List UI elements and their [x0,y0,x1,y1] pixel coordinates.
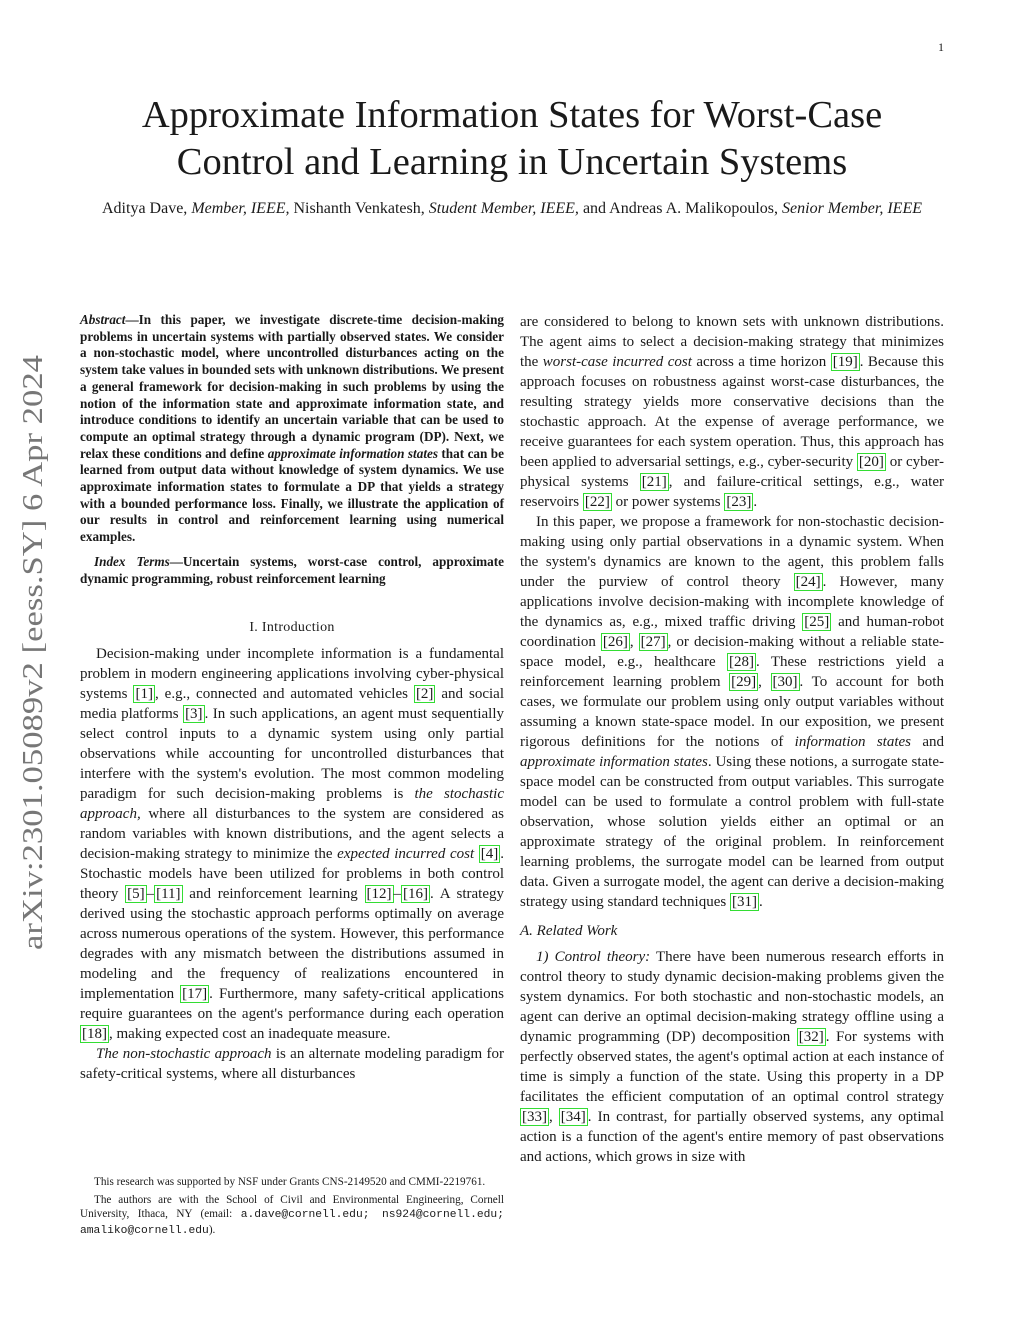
body-text: . To account for both cases, we formulate our problem using only output variables without assuming a known state-space model. In our exposition, we present rigorous definitions for the notions of [520,674,944,750]
right-paragraph-3 [520,947,944,1167]
index-terms [80,554,504,587]
citation-link[interactable]: [20] [858,454,884,470]
abstract-text-2: that can be learned from output data without knowledge of system dynamics. We use approximate information states to formulate a DP that yields a strategy with a bounded performance loss. Finally, we illustrate the application of our results in control and reinforcement learning using numerical examples. [80,445,504,545]
citation-link[interactable]: [32] [798,1029,824,1045]
citation-link[interactable]: [11] [156,886,181,903]
citation-link[interactable]: [24] [795,574,821,590]
footnote-funding: This research was supported by NSF under Grants CNS-2149520 and CMMI-2219761. [94,1176,486,1188]
citation-link[interactable]: [23] [726,494,752,510]
footnote-affiliation [80,1193,504,1239]
citation-link[interactable]: [22] [584,494,610,510]
index-terms-label: Index Terms [94,553,170,569]
body-text: . [758,894,763,910]
body-text: or power systems [611,494,725,510]
body-text: . [753,494,758,510]
intro-text: Decision-making under incomplete information is a fundamental problem in modern engineering applications involving cyber-physical systems [80,646,504,703]
citation-link[interactable]: [2] [415,686,434,703]
intro-paragraph-2 [80,1044,504,1084]
citation-link[interactable]: [29] [731,674,757,690]
right-column [520,312,944,1167]
body-text: . These restrictions yield a reinforcement learning problem [520,654,944,690]
index-terms-text: Uncertain systems, worst-case control, approximate dynamic programming, robust reinforcement learning [80,553,504,586]
body-text: . Because this approach focuses on robustness against worst-case disturbances, the resulting strategy yields more conservative decisions than the stochastic approach. At the expense of average performance, we receive guarantees for each system operation. Thus, this approach has been applied to adversarial settings, e.g., cyber-security [520,354,944,470]
intro-text: . A strategy derived using the stochastic approach performs optimally on average across numerous operations of the system. However, this performance degrades with any mismatch between the distributions assumed in modeling and the frequency of realizations encountered in implementation [80,886,504,1003]
author-2-name: Nishanth Venkatesh, [293,200,425,217]
arxiv-stamp-text: arXiv:2301.05089v2 [eess.SY] 6 Apr 2024 [18,469,49,950]
footnote-text: ). [208,1224,216,1237]
body-text: , [758,674,771,690]
citation-link[interactable]: [34] [560,1109,586,1125]
citation-link[interactable]: [21] [641,474,667,490]
section-heading-introduction: I. Introduction [249,620,335,636]
title-line-2: Control and Learning in Uncertain Systems [176,141,848,183]
paragraph-heading: 1) Control theory: [536,949,651,965]
intro-text: where all disturbances to the system are considered as random variables with known distributions, and the agent selects a decision-making strategy to minimize the [80,806,504,863]
citation-link[interactable]: [1] [135,686,153,703]
body-text: and [911,734,944,750]
citation-link[interactable]: [28] [728,654,754,670]
intro-text: . Furthermore, many safety-critical applications require guarantees on the agent's performance during each operation [80,986,504,1023]
body-text: , [549,1109,559,1125]
body-text: . In contrast, for partially observed systems, any optimal action is a function of the agent's entire memory of past observations and actions, which grows in size with [520,1109,944,1165]
body-text: There have been numerous research efforts in control theory to study dynamic decision-making problems given the system dynamics. For both stochastic and non-stochastic models, an agent can derive an optimal decision-making strategy offline using a dynamic programming (DP) decomposition [520,949,944,1045]
intro-text: . In such applications, an agent must sequentially select control inputs to a dynamic system using only partial observations while accounting for uncontrolled disturbances that interfere with the system's evolution. The most common modeling paradigm for such decision-making problems is [80,706,505,803]
page-number: 1 [938,40,944,54]
citation-link[interactable]: [16] [403,886,429,903]
arxiv-identifier-stamp [16,355,50,950]
body-text: are considered to belong to known sets with unknown distributions. The agent aims to select a decision-making strategy that minimizes the [520,314,944,370]
citation-link[interactable]: [19] [832,354,858,370]
body-text: . For systems with perfectly observed states, the agent's optimal action at each instance of time is simply a function of the state. Using this property in a DP facilitates the efficient computation of an optimal control strategy [520,1029,944,1105]
right-paragraph-1 [520,312,944,512]
intro-text: , e.g., connected and automated vehicles [154,686,414,703]
body-emphasis: approximate information states [520,754,708,770]
author-3-name: and Andreas A. Malikopoulos, [582,200,779,217]
abstract [80,312,504,546]
body-text: , and failure-critical settings, e.g., water reservoirs [520,474,944,510]
citation-link[interactable]: [26] [602,634,628,650]
author-1-name: Aditya Dave, [102,200,188,217]
citation-link[interactable]: [33] [522,1109,547,1125]
body-text: . Using these notions, a surrogate state-space model can be constructed from output variables. This surrogate model can be used to formulate a control problem with full-state observation, whose solution yields either an optimal or an approximate strategy of the original problem. In reinforcement learning problems, the surrogate model can be learned from output data. Given a surrogate model, the agent can derive a decision-making strategy using standard techniques [520,754,944,910]
intro-text: and social media platforms [80,686,504,723]
paper-title [80,92,944,186]
body-text: In this paper, we propose a framework for non-stochastic decision-making using only partial observations in a dynamic system. When the system's dynamics are known to the agent, this problem falls under the purview of control theory [520,514,944,590]
citation-link[interactable]: [18] [82,1026,107,1043]
index-terms-dash: — [169,553,183,569]
author-1-role: Member, IEEE, [191,200,290,217]
intro-paragraph-1 [80,644,504,1044]
intro-emphasis: expected incurred cost [337,846,475,863]
author-list [80,197,944,221]
intro-text: is an alternate modeling paradigm for safety-critical systems, where all disturbances [80,1046,504,1083]
body-emphasis: information states [794,734,911,750]
intro-emphasis: the stochastic approach, [80,786,504,823]
abstract-emphasis: approximate information states [267,445,438,461]
left-column [80,312,504,1084]
citation-link[interactable]: [30] [772,674,798,690]
intro-text: and reinforcement learning [182,886,365,903]
citation-link[interactable]: [3] [185,706,203,723]
title-line-1: Approximate Information States for Worst-Case [141,94,883,136]
body-emphasis: worst-case incurred cost [542,354,692,370]
citation-link[interactable]: [31] [731,894,757,910]
citation-link[interactable]: [12] [366,886,392,903]
body-text: or cyber-physical systems [520,454,944,490]
body-text: , [629,634,639,650]
abstract-dash: — [125,312,139,327]
intro-text: , making expected cost an inadequate measure. [109,1026,391,1043]
citation-link[interactable]: [4] [480,846,499,863]
citation-link[interactable]: [17] [182,986,208,1003]
intro-emphasis: The non-stochastic approach [96,1046,272,1063]
abstract-label: Abstract [80,312,126,327]
author-3-role: Senior Member, IEEE [782,200,922,217]
body-text: , or decision-making without a reliable state-space model, e.g., healthcare [520,634,944,670]
footnote-text: The authors are with the School of Civil and Environmental Engineering, Cornell University, Ithaca, NY (email: [80,1193,504,1221]
intro-text: – [393,886,402,903]
abstract-text-1: In this paper, we investigate discrete-time decision-making problems in uncertain systems with partially observed states. We consider a non-stochastic model, where uncontrolled disturbances acting on the system take values in bounded sets with unknown distributions. We present a general framework for decision-making in such problems by using the notion of the information state and approximate information state, and introduce conditions to identify an uncertain variable that can be used to compute an optimal strategy through a dynamic program (DP). Next, we relax these conditions and define [80,312,504,461]
author-emails[interactable]: a.dave@cornell.edu; ns924@cornell.edu; amaliko@cornell.edu [80,1209,504,1238]
subsection-heading-related-work: A. Related Work [520,923,618,939]
right-paragraph-2 [520,512,944,912]
footnotes [80,1175,504,1242]
body-text: . However, many applications involve decision-making with incomplete knowledge of the dynamics as, e.g., mixed traffic driving [520,574,945,630]
body-text: across a time horizon [691,354,831,370]
body-text: and human-robot coordination [520,614,945,650]
author-2-role: Student Member, IEEE, [428,200,579,217]
citation-link[interactable]: [27] [640,634,666,650]
citation-link[interactable]: [5] [127,886,145,903]
citation-link[interactable]: [25] [804,614,830,630]
intro-text: . Stochastic models have been utilized for problems in both control theory [80,846,504,903]
intro-text: – [146,886,155,903]
